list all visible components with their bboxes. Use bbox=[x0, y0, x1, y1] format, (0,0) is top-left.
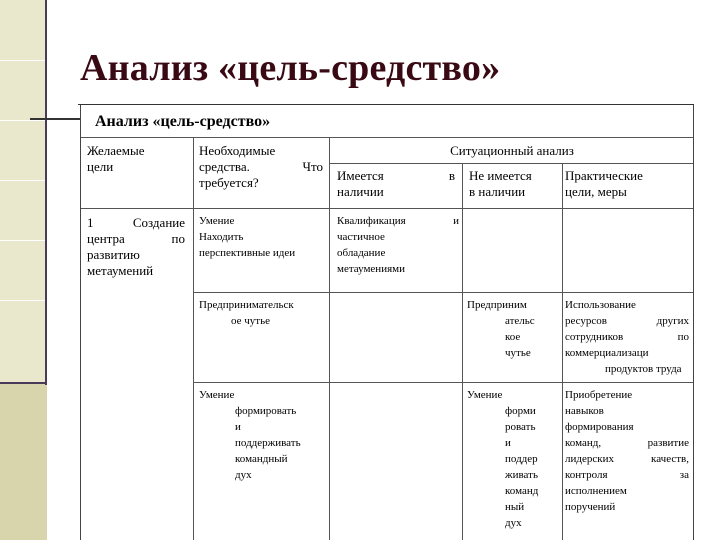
band-divider bbox=[0, 120, 45, 121]
row1-means bbox=[199, 213, 325, 261]
row3-unavailable-line: поддер bbox=[505, 453, 538, 465]
header-unavailable-line: Не имеется bbox=[469, 168, 532, 183]
row2-unavailable-line: чутье bbox=[505, 347, 531, 359]
header-practical-line: цели, меры bbox=[565, 184, 627, 199]
goal-line: развитию bbox=[87, 247, 140, 262]
row2-unavailable-line: Предприним bbox=[467, 299, 527, 311]
row3-unavailable bbox=[467, 387, 547, 531]
row3-unavailable-line: Умение bbox=[467, 389, 503, 401]
table-border bbox=[329, 163, 694, 164]
row3-unavailable-line: ровать bbox=[505, 421, 536, 433]
row3-unavailable-line: и bbox=[505, 437, 511, 449]
header-means-line: средства. Что bbox=[199, 159, 323, 174]
row2-unavailable-line: ательс bbox=[505, 315, 535, 327]
band-divider bbox=[0, 300, 45, 301]
row1-means-line: Умение bbox=[199, 215, 235, 227]
row1-available-line: частичное bbox=[337, 231, 385, 243]
row3-practical-line: формирования bbox=[565, 421, 634, 433]
row3-means-line: поддерживать bbox=[235, 437, 301, 449]
band-divider bbox=[0, 240, 45, 241]
row2-unavailable bbox=[467, 297, 547, 361]
left-accent-rule bbox=[45, 0, 47, 385]
row3-unavailable-line: ный bbox=[505, 501, 525, 513]
row2-practical bbox=[565, 297, 689, 377]
left-decor-band-lower bbox=[0, 383, 47, 540]
header-available-word: Имеется bbox=[337, 168, 384, 183]
header-means-line: Необходимые bbox=[199, 143, 276, 158]
header-unavailable bbox=[469, 168, 559, 200]
table-border bbox=[193, 137, 194, 540]
goal-cell bbox=[87, 215, 185, 279]
header-available bbox=[337, 168, 455, 200]
header-goals-line: цели bbox=[87, 159, 114, 174]
row3-unavailable-line: команд bbox=[505, 485, 539, 497]
band-divider bbox=[0, 60, 45, 61]
row1-available-word: Квалификация bbox=[337, 215, 406, 227]
header-means-line: требуется? bbox=[199, 175, 259, 190]
row1-means-line: Находить bbox=[199, 231, 244, 243]
row3-means-line: командный bbox=[235, 453, 288, 465]
row2-means-line: Предпринимательск bbox=[199, 299, 294, 311]
row2-practical-line: коммерциализаци bbox=[565, 347, 649, 359]
table-border bbox=[329, 137, 330, 540]
row1-available-word: и bbox=[453, 215, 459, 227]
goal-line: метаумений bbox=[87, 263, 154, 278]
table-border bbox=[562, 163, 563, 540]
title-tick bbox=[30, 118, 80, 120]
row3-practical-line: исполнением bbox=[565, 485, 627, 497]
row1-available-row bbox=[337, 213, 459, 229]
row2-practical-line: Использование bbox=[565, 299, 636, 311]
header-goals bbox=[87, 143, 187, 175]
document-heading: Анализ «цель-средство» bbox=[95, 113, 271, 130]
row3-means-line: дух bbox=[235, 469, 252, 481]
header-unavailable-line: в наличии bbox=[469, 184, 526, 199]
row2-unavailable-line: кое bbox=[505, 331, 521, 343]
row3-unavailable-line: форми bbox=[505, 405, 536, 417]
document-page bbox=[80, 105, 694, 540]
row3-means-line: Умение bbox=[199, 389, 235, 401]
band-divider bbox=[0, 180, 45, 181]
header-practical bbox=[565, 168, 689, 200]
slide-title: Анализ «цель-средство» bbox=[80, 47, 501, 89]
header-practical-line: Практические bbox=[565, 168, 643, 183]
row2-practical-line: ресурсов других bbox=[565, 315, 689, 327]
row3-practical-line: лидерских качеств, bbox=[565, 453, 689, 465]
row2-practical-line: продуктов труда bbox=[605, 363, 682, 375]
goal-line: центра по bbox=[87, 231, 185, 246]
left-accent-rule-h bbox=[0, 382, 47, 384]
table-border bbox=[462, 163, 463, 540]
row3-means-line: и bbox=[235, 421, 241, 433]
row3-practical-line: Приобретение bbox=[565, 389, 633, 401]
row3-unavailable-line: дух bbox=[505, 517, 522, 529]
header-available-word: в bbox=[448, 168, 455, 183]
row1-available-line: обладание bbox=[337, 247, 386, 259]
goal-line: 1 Создание bbox=[87, 215, 185, 230]
row3-practical-line: навыков bbox=[565, 405, 604, 417]
row1-available-line: метаумениями bbox=[337, 263, 405, 275]
row3-practical-line: контроля за bbox=[565, 469, 689, 481]
header-available-row bbox=[337, 168, 455, 184]
table-border bbox=[81, 208, 694, 209]
row3-means bbox=[199, 387, 325, 483]
header-means bbox=[199, 143, 323, 191]
row3-unavailable-line: живать bbox=[505, 469, 538, 481]
header-available-word: наличии bbox=[337, 184, 384, 199]
row1-means-line: перспективные идеи bbox=[199, 247, 296, 259]
row3-practical-line: команд, развитие bbox=[565, 437, 689, 449]
table-border bbox=[193, 382, 694, 383]
row3-practical bbox=[565, 387, 689, 515]
row3-practical-line: поручений bbox=[565, 501, 616, 513]
table-border bbox=[193, 292, 694, 293]
row1-available bbox=[337, 213, 459, 277]
row2-means-line: ое чутье bbox=[231, 315, 271, 327]
row2-means bbox=[199, 297, 325, 329]
row2-practical-line: сотрудников по bbox=[565, 331, 689, 343]
row3-means-line: формировать bbox=[235, 405, 297, 417]
table-border bbox=[81, 137, 694, 138]
header-goals-line: Желаемые bbox=[87, 143, 145, 158]
header-situational: Ситуационный анализ bbox=[450, 143, 574, 158]
